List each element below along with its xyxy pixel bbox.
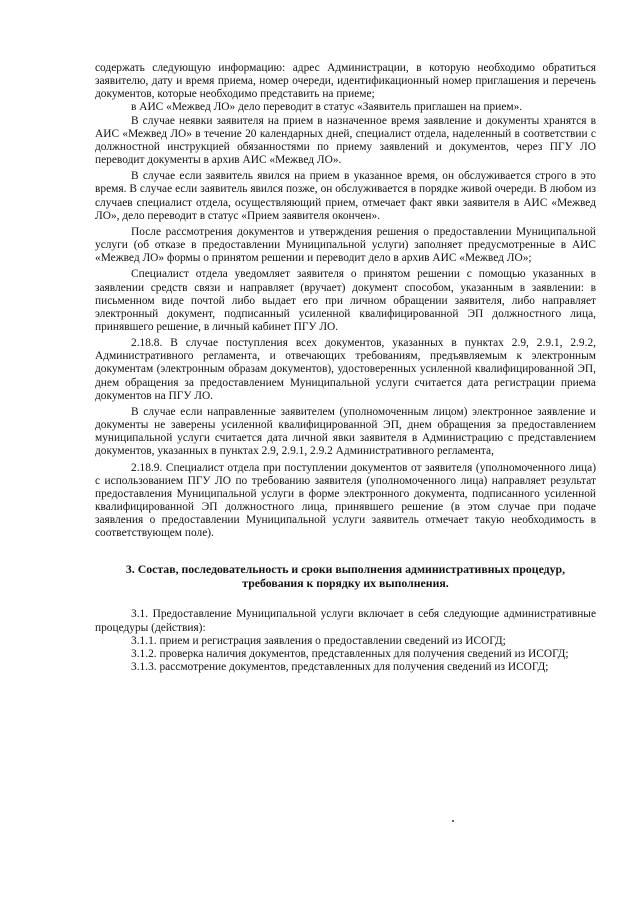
- paragraph: 3.1.2. проверка наличия документов, представленных для получения сведений из ИСОГД;: [131, 647, 569, 660]
- paragraph: 3.1. Предоставление Муниципальной услуги включает в себя следующие административные процедуры (действия):: [95, 608, 596, 634]
- paragraph: В случае неявки заявителя на прием в назначенное время заявление и документы хранятся в АИС «Межвед ЛО» в течение 20 календарных дней, специалист отдела, наделенный в соответствии с должностной инструкцией обязанностями по приему заявлений и документов, через ПГУ ЛО переводит документы в архив АИС «Межвед ЛО».: [95, 114, 596, 167]
- paragraph: В случае если направленные заявителем (уполномоченным лицом) электронное заявление и документы не заверены усиленной квалифицированной ЭП, днем обращения за предоставлением муниципальной услуги считается дата личной явки заявителя в Администрацию с представлением документов, указанных в пунктах 2.9, 2.9.1, 2.9.2 Административного регламента,: [95, 405, 596, 458]
- paragraph: 2.18.9. Специалист отдела при поступлении документов от заявителя (уполномоченного лица) с использованием ПГУ ЛО по требованию заявителя (уполномоченного лица) направляет результат предоставления Муниципальной услуги в форме электронного документа, подписанного усиленной квалифицированной ЭП должностного лица, принявшего решение (в этом случае при подаче заявления о предоставлении Муниципальной услуги заявитель отмечает такую необходимость в соответствующем поле).: [95, 461, 596, 540]
- section-heading: 3. Состав, последовательность и сроки выполнения административных процедур, требования к порядку их выполнения.: [125, 562, 566, 591]
- paragraph: содержать следующую информацию: адрес Администрации, в которую необходимо обратиться заявителю, дату и время приема, номер очереди, идентификационный номер приглашения и перечень документов, которые необходимо представить на приеме;: [95, 62, 596, 101]
- paragraph: 3.1.3. рассмотрение документов, представленных для получения сведений из ИСОГД;: [131, 661, 549, 674]
- paragraph: в АИС «Межвед ЛО» дело переводит в статус «Заявитель приглашен на прием».: [131, 101, 523, 114]
- paragraph: Специалист отдела уведомляет заявителя о принятом решении с помощью указанных в заявлении средств связи и направляет (вручает) документ способом, указанным в заявлении: в письменном виде почтой либо выдает его при личном обращении заявителя, либо направляет электронный документ, подписанный усиленной квалифицированной ЭП должностного лица, принявшего решение, в личный кабинет ПГУ ЛО.: [95, 268, 596, 333]
- paragraphs-bottom: [95, 608, 596, 674]
- paragraph: 2.18.8. В случае поступления всех документов, указанных в пунктах 2.9, 2.9.1, 2.9.2, Административного регламента, и отвечающих требованиям, предъявляемым к электронным документам (электронным образам документов), удостоверенных усиленной квалифицированной ЭП, днем обращения за предоставлением Муниципальной услуги считается дата регистрации приема документов на ПГУ ЛО.: [95, 337, 596, 402]
- paragraph: 3.1.1. прием и регистрация заявления о предоставлении сведений из ИСОГД;: [131, 634, 506, 647]
- paragraphs-top: [95, 62, 596, 540]
- paragraph: В случае если заявитель явился на прием в указанное время, он обслуживается строго в это время. В случае если заявитель явился позже, он обслуживается в порядке живой очереди. В любом из случаев специалист отдела, осуществляющий прием, отмечает факт явки заявителя в АИС «Межвед ЛО», дело переводит в статус «Прием заявителя окончен».: [95, 170, 596, 222]
- scan-speck: [452, 820, 454, 822]
- paragraph: После рассмотрения документов и утверждения решения о предоставлении Муниципальной услуги (об отказе в предоставлении Муниципальной услуги) заполняет предусмотренные в АИС «Межвед ЛО» формы о принятом решении и переводит дело в архив АИС «Межвед ЛО»;: [95, 225, 596, 265]
